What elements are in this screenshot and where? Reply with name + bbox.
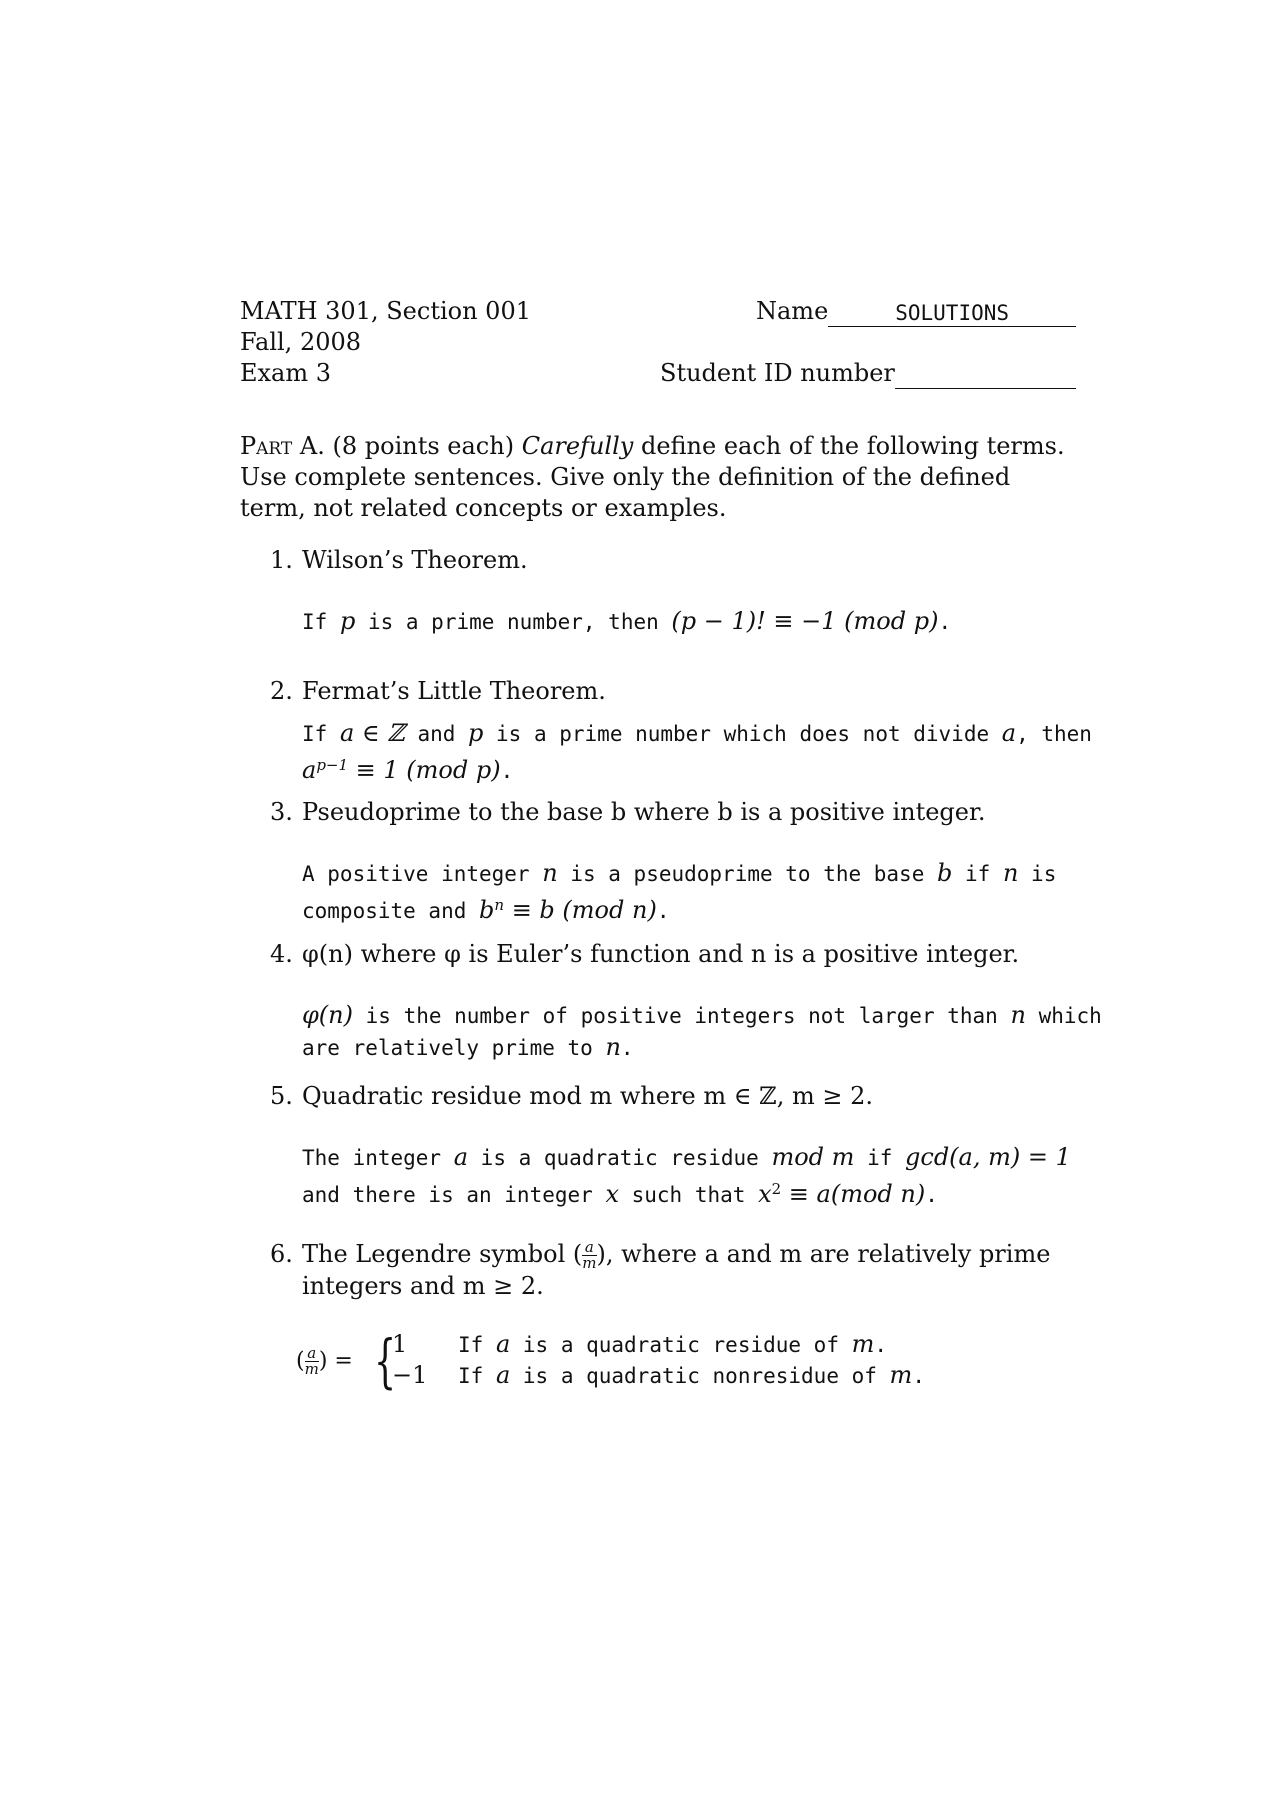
math-a: a — [1001, 719, 1017, 747]
prompt-text: , where a and m are relatively prime integers and m ≥ 2. — [302, 1240, 1051, 1300]
math-exponent: p−1 — [316, 756, 349, 774]
answer-text: if — [854, 1146, 906, 1170]
math-gcd: gcd(a, m) = 1 — [905, 1143, 1071, 1171]
question-number: 5. — [270, 1082, 293, 1110]
math-n: n — [542, 859, 558, 887]
case-residue — [392, 1329, 887, 1361]
math-x: x — [758, 1180, 772, 1208]
case-nonresidue — [392, 1360, 925, 1392]
math-a: a — [495, 1361, 511, 1389]
question-prompt: φ(n) where φ is Euler’s function and n is a positive integer. — [302, 940, 1020, 968]
math-n: n — [1002, 859, 1019, 887]
student-id-row — [660, 358, 1076, 389]
answer-text: If — [302, 722, 340, 746]
answer-text: A positive integer — [302, 862, 543, 886]
math-exponent: n — [494, 896, 505, 914]
answer-text: is a prime number, then — [355, 610, 672, 634]
math-mod-m: mod m — [771, 1143, 855, 1171]
question-prompt: The Legendre symbol ( $\frac{a}{m}$ ), where a and m are relatively prime integers and m ≥ 2. — [302, 1238, 1051, 1300]
legendre-lhs: ( $\frac{a}{m}$ ) = — [296, 1344, 353, 1378]
answer-text: is the number of positive integers not larger than — [353, 1004, 1011, 1028]
math-congruence: ≡ a(mod n) — [781, 1180, 926, 1208]
math-a: a — [453, 1143, 469, 1171]
answer-5 — [302, 1142, 1162, 1211]
answer-text: . — [500, 759, 514, 783]
answer-text: , then — [1016, 722, 1092, 746]
question-6 — [270, 1239, 1100, 1309]
question-prompt: Fermat’s Little Theorem. — [302, 677, 606, 705]
name-row — [660, 296, 1076, 327]
exam-title: Exam 3 — [240, 359, 332, 387]
math-congruence: ≡ b (mod n) — [504, 896, 657, 924]
question-prompt: Quadratic residue mod m where m ∈ ℤ, m ≥ 2. — [302, 1082, 873, 1110]
student-id-field — [895, 388, 1076, 389]
answer-text: is a pseudoprime to the base — [557, 862, 937, 886]
student-id-label: Student ID number — [660, 359, 895, 387]
course-title: MATH 301, Section 001 — [240, 297, 531, 325]
part-a-instructions — [240, 431, 1080, 524]
answer-3 — [302, 858, 1162, 927]
case-condition — [458, 1330, 888, 1358]
answer-text: is a prime number which does not divide — [483, 722, 1002, 746]
math-n: n — [1010, 1001, 1026, 1029]
math-m: m — [889, 1361, 913, 1389]
answer-text: . — [620, 1036, 634, 1060]
answer-text: which — [1025, 1004, 1102, 1028]
answer-text: are relatively prime to — [302, 1036, 606, 1060]
answer-text: If — [302, 610, 340, 634]
question-number: 3. — [270, 798, 293, 826]
math-b: b — [936, 859, 953, 887]
math-a: a — [495, 1330, 511, 1358]
answer-text: and there is an integer — [302, 1183, 606, 1207]
math-x: x — [605, 1180, 619, 1208]
question-number: 2. — [270, 677, 293, 705]
answer-text: The integer — [302, 1146, 454, 1170]
answer-text: . — [656, 899, 670, 923]
case-text: If — [458, 1333, 496, 1357]
math-p: p — [468, 719, 484, 747]
question-prompt: Pseudoprime to the base b where b is a positive integer. — [302, 798, 986, 826]
answer-text: is — [1018, 862, 1057, 886]
math-b: b — [479, 896, 495, 924]
math-phi-n: φ(n) — [302, 1001, 353, 1029]
answer-text: . — [925, 1183, 938, 1207]
question-number: 6. — [270, 1240, 293, 1268]
answer-text: such that — [618, 1183, 759, 1207]
instructions-text: define each of the following terms. Use complete sentences. Give only the definition of the defined term, not related concepts or examples. — [240, 432, 1065, 522]
part-heading: Part A. — [240, 432, 325, 460]
case-condition — [458, 1361, 925, 1389]
answer-text: if — [952, 862, 1003, 886]
math-a: a — [302, 756, 317, 784]
question-number: 1. — [270, 546, 293, 574]
answer-text: is a quadratic residue — [468, 1146, 772, 1170]
course-header — [240, 296, 531, 389]
math-wilson: (p − 1)! ≡ −1 (mod p) — [671, 607, 939, 635]
case-text: . — [874, 1333, 888, 1357]
left-brace: { — [374, 1327, 397, 1395]
case-text: . — [912, 1364, 925, 1388]
legendre-definition — [296, 1328, 996, 1398]
math-p: p — [339, 607, 356, 635]
prompt-text: The Legendre symbol — [302, 1240, 573, 1268]
case-text: is a quadratic residue of — [510, 1333, 852, 1357]
math-exponent: 2 — [771, 1180, 782, 1198]
student-info — [660, 296, 1076, 389]
question-number: 4. — [270, 940, 293, 968]
term: Fall, 2008 — [240, 328, 362, 356]
case-text: If — [458, 1364, 496, 1388]
emphasis-carefully: Carefully — [521, 432, 634, 460]
answer-text: and — [404, 722, 469, 746]
legendre-symbol — [305, 1346, 319, 1377]
case-value: −1 — [392, 1361, 428, 1389]
legendre-numerator: a — [307, 1344, 317, 1362]
math-n: n — [605, 1033, 621, 1061]
math-congruence: ≡ 1 (mod p) — [348, 756, 501, 784]
legendre-symbol — [582, 1240, 596, 1271]
math-m: m — [851, 1330, 875, 1358]
name-label: Name — [756, 297, 829, 325]
answer-text: composite and — [302, 899, 480, 923]
case-value: 1 — [392, 1330, 408, 1358]
answer-text: . — [938, 610, 952, 634]
case-text: is a quadratic nonresidue of — [510, 1364, 890, 1388]
legendre-denominator: m — [304, 1360, 319, 1378]
legendre-denominator: m — [582, 1254, 597, 1272]
answer-4 — [302, 1000, 1162, 1064]
answer-1 — [302, 606, 1162, 638]
points-note: (8 points each) — [332, 432, 515, 460]
math-a-in-z: a ∈ ℤ — [339, 719, 405, 747]
question-prompt: Wilson’s Theorem. — [302, 546, 528, 574]
legendre-numerator: a — [584, 1238, 594, 1256]
name-field: SOLUTIONS — [828, 300, 1076, 327]
answer-2 — [302, 718, 1162, 787]
